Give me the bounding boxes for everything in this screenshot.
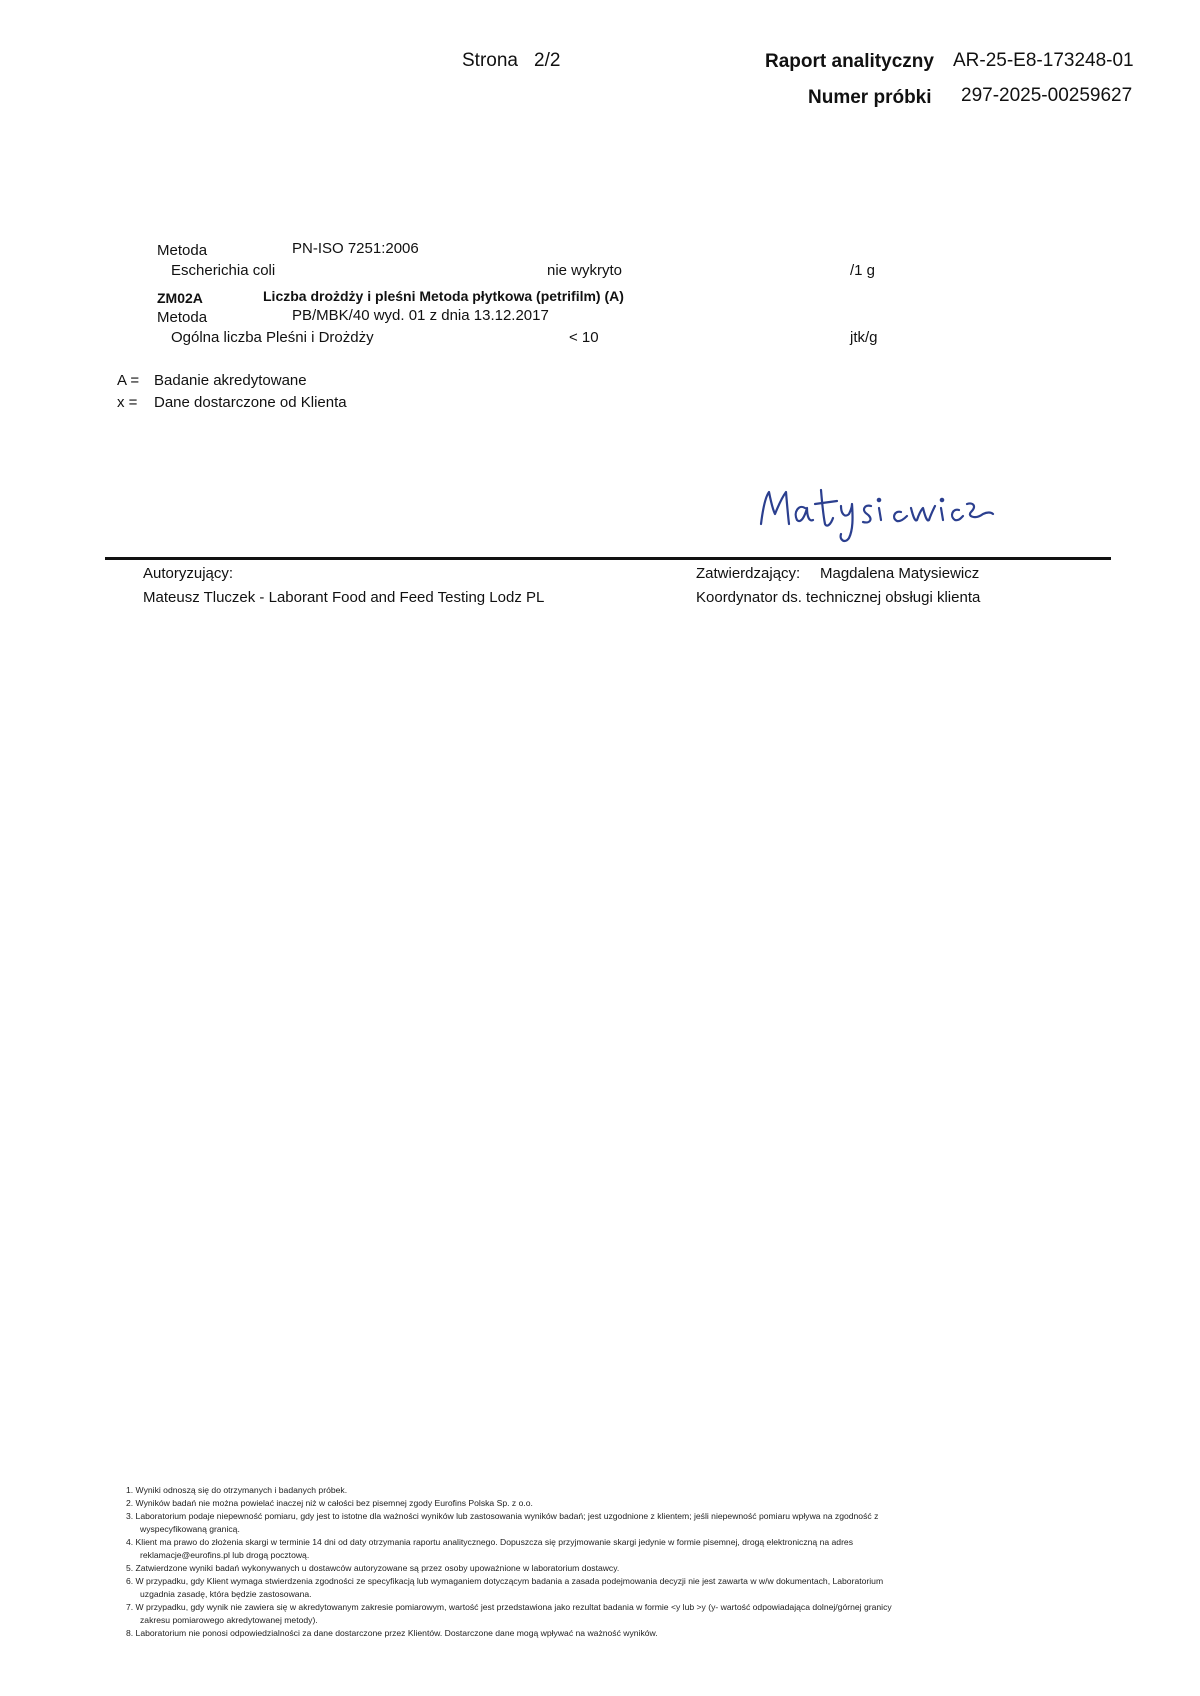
param2-result: < 10 <box>569 329 599 346</box>
method2-value: PB/MBK/40 wyd. 01 z dnia 13.12.2017 <box>292 307 549 324</box>
legend-x-key: x = <box>117 394 138 411</box>
approving-role: Koordynator ds. technicznej obsługi klienta <box>696 589 981 606</box>
footnote-5: 5. Zatwierdzone wyniki badań wykonywanych u dostawców autoryzowane są przez osoby upoważnione w laboratorium dostawcy. <box>126 1563 620 1573</box>
param2-name: Ogólna liczba Pleśni i Drożdży <box>171 329 374 346</box>
footnote-3-cont: wyspecyfikowaną granicą. <box>140 1524 240 1534</box>
report-number: AR-25-E8-173248-01 <box>953 50 1134 71</box>
signature-divider <box>105 557 1111 560</box>
report-label: Raport analityczny <box>765 51 934 72</box>
test-code: ZM02A <box>157 290 203 306</box>
footnote-7: 7. W przypadku, gdy wynik nie zawiera się w akredytowanym zakresie pomiarowym, wartość jest przedstawiona jako rezultat badania w formie <y lub >y (y- wartość odpowiadająca dolnej/górnej granicy <box>126 1602 892 1612</box>
approving-name: Magdalena Matysiewicz <box>820 565 980 582</box>
handwritten-signature <box>755 474 995 544</box>
footnote-2: 2. Wyników badań nie można powielać inaczej niż w całości bez pisemnej zgody Eurofins Polska Sp. z o.o. <box>126 1498 533 1508</box>
footnotes <box>126 1484 1026 1640</box>
param1-unit: /1 g <box>850 262 876 279</box>
legend-a-text: Badanie akredytowane <box>154 372 307 389</box>
param1-name: Escherichia coli <box>171 262 276 279</box>
footnote-1: 1. Wyniki odnoszą się do otrzymanych i badanych próbek. <box>126 1485 348 1495</box>
footnote-7-cont: zakresu pomiarowego akredytowanej metody). <box>140 1615 318 1625</box>
footnote-4-cont: reklamacje@eurofins.pl lub drogą pocztową. <box>140 1550 310 1560</box>
method1-value: PN-ISO 7251:2006 <box>292 240 419 257</box>
legend-a-key: A = <box>117 372 140 389</box>
page-number: 2/2 <box>534 50 561 71</box>
authorizing-label: Autoryzujący: <box>143 565 234 582</box>
test-title: Liczba drożdży i pleśni Metoda płytkowa (petrifilm) (A) <box>263 288 624 304</box>
legend-x-text: Dane dostarczone od Klienta <box>154 394 347 411</box>
param1-result: nie wykryto <box>547 262 623 279</box>
sample-number: 297-2025-00259627 <box>961 85 1133 106</box>
footnote-6-cont: uzgadnia zasadę, która będzie zastosowana. <box>140 1589 312 1599</box>
authorizing-person: Mateusz Tluczek - Laborant Food and Feed Testing Lodz PL <box>143 589 545 606</box>
footnote-8: 8. Laboratorium nie ponosi odpowiedzialności za dane dostarczone przez Klientów. Dostarczone dane mogą wpływać na ważność wyników. <box>126 1628 658 1638</box>
approving-label: Zatwierdzający: <box>696 565 801 582</box>
sample-label: Numer próbki <box>808 87 932 108</box>
param2-unit: jtk/g <box>850 329 878 346</box>
method1-label: Metoda <box>157 242 208 259</box>
footnote-6: 6. W przypadku, gdy Klient wymaga stwierdzenia zgodności ze specyfikacją lub wymaganiem dotyczącym badania a zasada podejmowania decyzji nie jest zawarta w w/w dokumentach, Laboratorium <box>126 1576 884 1586</box>
footnote-3: 3. Laboratorium podaje niepewność pomiaru, gdy jest to istotne dla ważności wyników lub zastosowania wyników badań; jest uzgodnione z klientem; jeśli niepewność pomiaru wpływa na zgodność z <box>126 1511 879 1521</box>
footnote-4: 4. Klient ma prawo do złożenia skargi w terminie 14 dni od daty otrzymania raportu analitycznego. Dopuszcza się przyjmowanie skargi jedynie w formie pisemnej, drogą elektroniczną na adres <box>126 1537 854 1547</box>
method2-label: Metoda <box>157 309 208 326</box>
page-label: Strona <box>462 50 518 71</box>
